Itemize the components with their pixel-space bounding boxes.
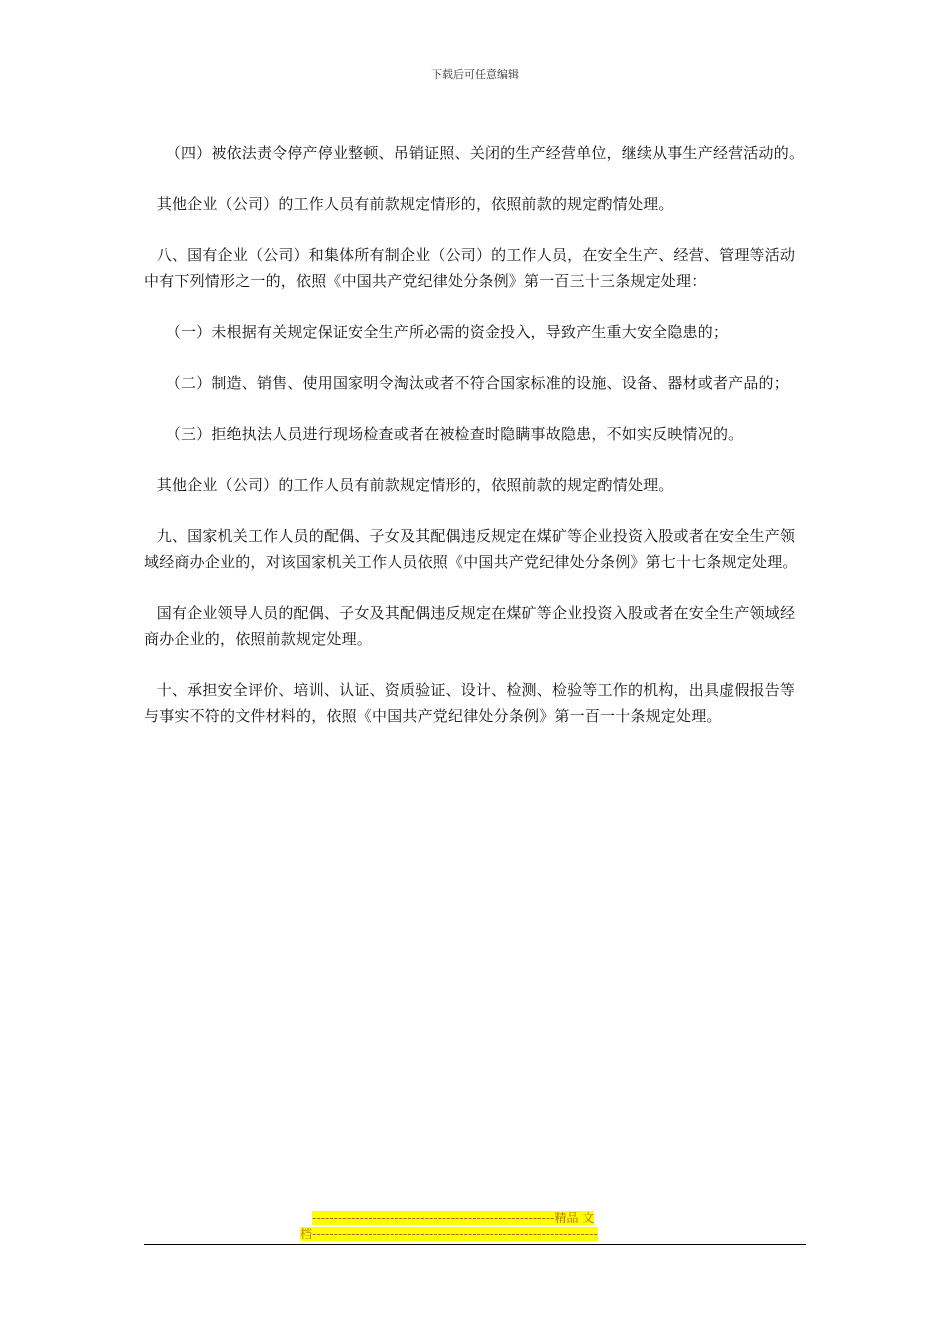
document-body — [144, 140, 806, 754]
footer-line-2: 档------------------------------------------------------------------ — [300, 1227, 598, 1241]
paragraph: （二）制造、销售、使用国家明令淘汰或者不符合国家标准的设施、设备、器材或者产品的； — [165, 374, 789, 392]
footer-rule — [144, 1244, 806, 1245]
paragraph: 国有企业领导人员的配偶、子女及其配偶违反规定在煤矿等企业投资入股或者在安全生产领域经商办企业的，依照前款规定处理。 — [144, 604, 796, 648]
footer-watermark — [300, 1210, 652, 1242]
paragraph: 九、国家机关工作人员的配偶、子女及其配偶违反规定在煤矿等企业投资入股或者在安全生产领域经商办企业的，对该国家机关工作人员依照《中国共产党纪律处分条例》第七十七条规定处理。 — [144, 527, 798, 571]
paragraph: 十、承担安全评价、培训、认证、资质验证、设计、检测、检验等工作的机构，出具虚假报告等与事实不符的文件材料的，依照《中国共产党纪律处分条例》第一百一十条规定处理。 — [144, 681, 796, 725]
paragraph: （一）未根据有关规定保证安全生产所必需的资金投入，导致产生重大安全隐患的； — [165, 323, 729, 341]
paragraph: 八、国有企业（公司）和集体所有制企业（公司）的工作人员，在安全生产、经营、管理等活动中有下列情形之一的，依照《中国共产党纪律处分条例》第一百三十三条规定处理： — [144, 246, 796, 290]
paragraph: 其他企业（公司）的工作人员有前款规定情形的，依照前款的规定酌情处理。 — [156, 476, 674, 494]
paragraph: （四）被依法责令停产停业整顿、吊销证照、关闭的生产经营单位，继续从事生产经营活动的。 — [165, 144, 805, 162]
paragraph: 其他企业（公司）的工作人员有前款规定情形的，依照前款的规定酌情处理。 — [156, 195, 674, 213]
paragraph: （三）拒绝执法人员进行现场检查或者在被检查时隐瞒事故隐患，不如实反映情况的。 — [165, 425, 744, 443]
footer-line-1: --------------------------------------------------------精品 文 — [312, 1211, 595, 1225]
page-header: 下载后可任意编辑 — [431, 68, 519, 81]
